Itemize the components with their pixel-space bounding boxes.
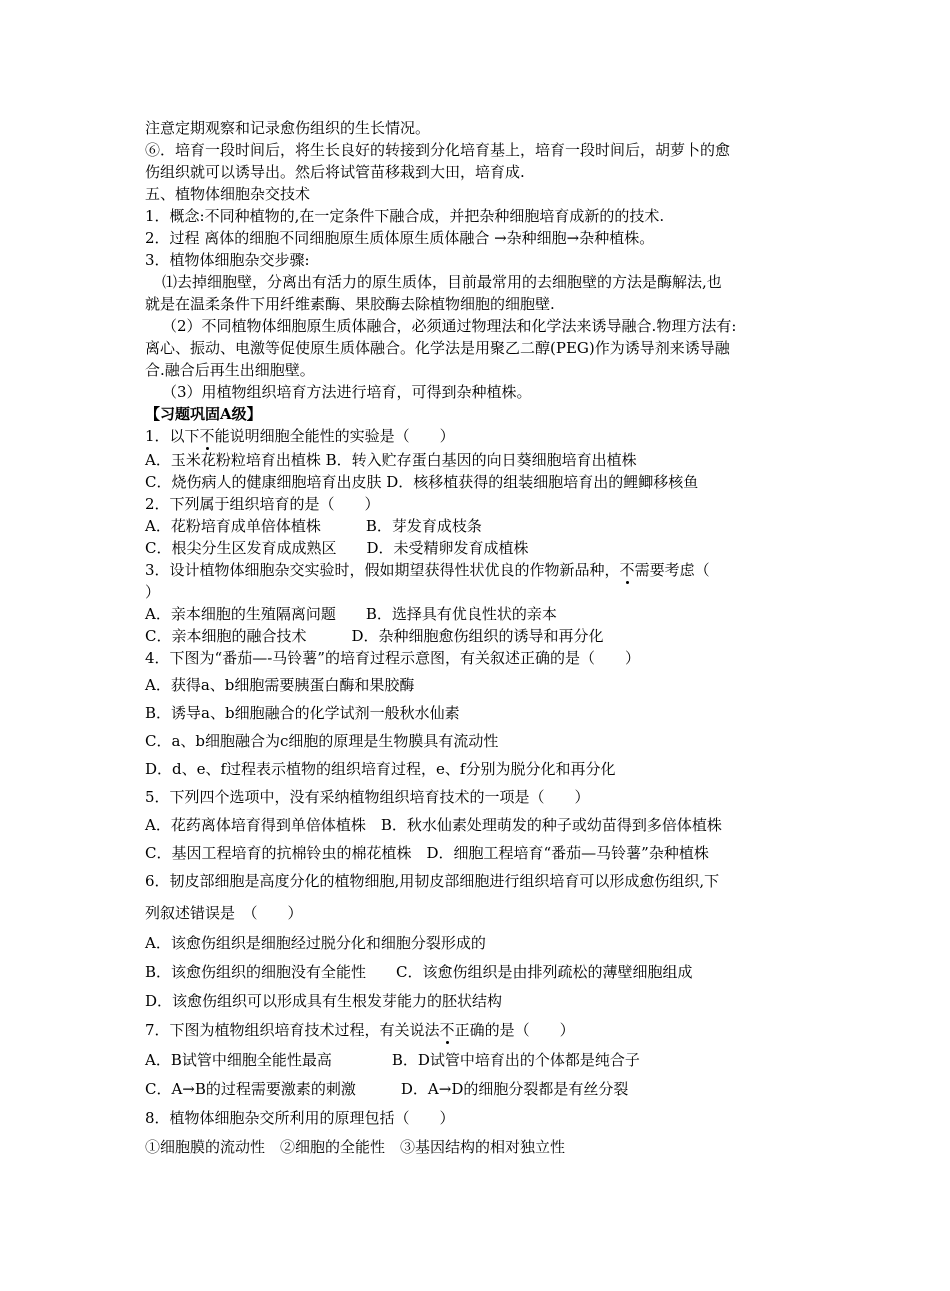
text-line: 合.融合后再生出细胞壁。 xyxy=(145,361,315,379)
question-5: 5．下列四个选项中，没有采纳植物组织培育技术的一项是（ ） xyxy=(145,788,590,806)
text-line: 2．过程 离体的细胞不同细胞原生质体原生质体融合 →杂种细胞→杂种植株。 xyxy=(145,229,655,247)
option-line: A．花药离体培育得到单倍体植株 B．秋水仙素处理萌发的种子或幼苗得到多倍体植株 xyxy=(145,816,722,834)
question-text: 需要考虑（ xyxy=(634,561,710,579)
option-line: D．该愈伤组织可以形成具有生根发芽能力的胚状结构 xyxy=(145,992,503,1010)
text-line: 1．概念:不同种植物的,在一定条件下融合成，并把杂种细胞培育成新的的技术. xyxy=(145,207,665,225)
option-line: A．玉米花粉粒培育出植株 B．转入贮存蛋白基因的向日葵细胞培育出植株 xyxy=(145,451,637,469)
option-line: ①细胞膜的流动性 ②细胞的全能性 ③基因结构的相对独立性 xyxy=(145,1138,566,1156)
question-8: 8．植物体细胞杂交所利用的原理包括（ ） xyxy=(145,1109,455,1127)
text-line: （3）用植物组织培育方法进行培育，可得到杂种植株。 xyxy=(162,383,532,401)
option-line: C．亲本细胞的融合技术 D．杂种细胞愈伤组织的诱导和再分化 xyxy=(145,627,604,645)
option-line: C．基因工程培育的抗棉铃虫的棉花植株 D．细胞工程培育“番茄—马铃薯”杂种植株 xyxy=(145,844,709,862)
option-line: A．获得a、b细胞需要胰蛋白酶和果胶酶 xyxy=(145,676,415,694)
question-1 xyxy=(145,426,455,446)
option-line: D．d、e、f过程表示植物的组织培育过程，e、f分别为脱分化和再分化 xyxy=(145,760,616,778)
option-line: A．B试管中细胞全能性最高 B．D试管中培育出的个体都是纯合子 xyxy=(145,1051,640,1069)
question-4: 4．下图为“番茄—-马铃薯”的培育过程示意图，有关叙述正确的是（ ） xyxy=(145,649,640,667)
option-line: C．a、b细胞融合为c细胞的原理是生物膜具有流动性 xyxy=(145,732,499,750)
text-line: （2）不同植物体细胞原生质体融合，必须通过物理法和化学法来诱导融合.物理方法有: xyxy=(162,317,737,335)
question-2: 2．下列属于组织培育的是（ ） xyxy=(145,495,380,513)
question-text: 1．以下 xyxy=(145,427,200,445)
emphasis-mark: 不 xyxy=(619,561,635,579)
question-6: 6．韧皮部细胞是高度分化的植物细胞,用韧皮部细胞进行组织培育可以形成愈伤组织,下 xyxy=(145,872,720,890)
section-heading: 五、植物体细胞杂交技术 xyxy=(145,185,311,203)
question-text: 7．下图为植物组织培育技术过程，有关说法 xyxy=(145,1021,440,1039)
text-line: 3．植物体细胞杂交步骤: xyxy=(145,251,310,269)
question-text: 3．设计植物体细胞杂交实验时，假如期望获得性状优良的作物新品种， xyxy=(145,561,620,579)
emphasis-mark: 不 xyxy=(439,1021,455,1039)
question-text: ） xyxy=(145,583,161,601)
text-line: 就是在温柔条件下用纤维素酶、果胶酶去除植物细胞的细胞壁. xyxy=(145,295,555,313)
option-line: B．诱导a、b细胞融合的化学试剂一般秋水仙素 xyxy=(145,704,460,722)
option-line: C．烧伤病人的健康细胞培育出皮肤 D．核移植获得的组装细胞培育出的鲤鲫移核鱼 xyxy=(145,473,699,491)
text-line: 离心、振动、电激等促使原生质体融合。化学法是用聚乙二醇(PEG)作为诱导剂来诱导融 xyxy=(145,339,730,357)
emphasis-mark: 不 xyxy=(199,427,215,445)
exercise-heading: 【习题巩固A级】 xyxy=(145,405,262,423)
question-text: 能说明细胞全能性的实验是（ ） xyxy=(214,427,455,445)
question-text: 列叙述错误是 （ ） xyxy=(145,904,303,922)
option-line: C．A→B的过程需要激素的刺激 D．A→D的细胞分裂都是有丝分裂 xyxy=(145,1080,629,1098)
question-3 xyxy=(145,560,710,580)
text-line: ⑥．培育一段时间后，将生长良好的转接到分化培育基上，培育一段时间后，胡萝卜的愈 xyxy=(145,141,731,159)
text-line: ⑴去掉细胞壁，分离出有活力的原生质体，目前最常用的去细胞壁的方法是酶解法,也 xyxy=(162,273,722,291)
text-line: 伤组织就可以诱导出。然后将试管苗移栽到大田，培育成. xyxy=(145,163,525,181)
option-line: A．亲本细胞的生殖隔离问题 B．选择具有优良性状的亲本 xyxy=(145,605,557,623)
option-line: B．该愈伤组织的细胞没有全能性 C．该愈伤组织是由排列疏松的薄壁细胞组成 xyxy=(145,963,693,981)
question-text: 正确的是（ ） xyxy=(454,1021,575,1039)
text-line: 注意定期观察和记录愈伤组织的生长情况。 xyxy=(145,119,431,137)
option-line: C．根尖分生区发育成成熟区 D．未受精卵发育成植株 xyxy=(145,539,529,557)
question-7 xyxy=(145,1020,575,1040)
option-line: A．该愈伤组织是细胞经过脱分化和细胞分裂形成的 xyxy=(145,934,486,952)
option-line: A．花粉培育成单倍体植株 B．芽发育成枝条 xyxy=(145,517,482,535)
